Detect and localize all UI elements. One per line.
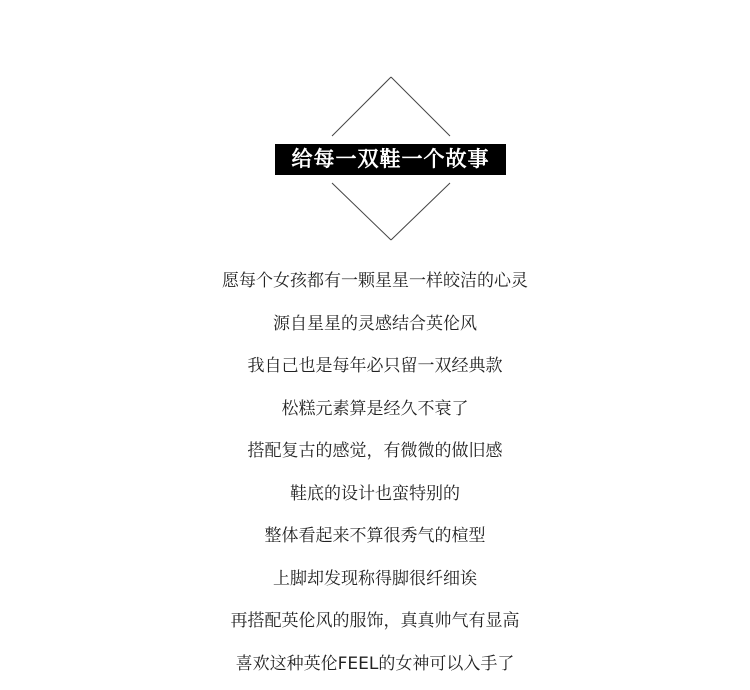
diamond-frame-decoration	[0, 0, 750, 260]
story-line: 喜欢这种英伦FEEL的女神可以入手了	[235, 653, 515, 674]
diamond-upper-right-line	[391, 77, 450, 136]
story-line: 上脚却发现称得脚很纤细诶	[273, 568, 477, 589]
story-line: 再搭配英伦风的服饰，真真帅气有显高	[230, 611, 520, 631]
diamond-lower-left-line	[332, 183, 391, 240]
story-line: 搭配复古的感觉，有微微的做旧感	[247, 441, 503, 461]
story-line: 我自己也是每年必只留一双经典款	[247, 356, 503, 376]
diamond-upper-left-line	[332, 77, 391, 136]
story-line: 松糕元素算是经久不衰了	[281, 398, 469, 419]
title-banner	[275, 144, 506, 175]
story-line: 愿每个女孩都有一颗星星一样皎洁的心灵	[222, 271, 528, 291]
diamond-lower-right-line	[391, 183, 450, 240]
story-line: 源自星星的灵感结合英伦风	[273, 313, 477, 334]
story-line: 整体看起来不算很秀气的楦型	[264, 526, 486, 546]
story-line: 鞋底的设计也蛮特别的	[290, 483, 460, 504]
page-title: 给每一双鞋一个故事	[291, 147, 490, 171]
story-text-list	[0, 260, 750, 685]
